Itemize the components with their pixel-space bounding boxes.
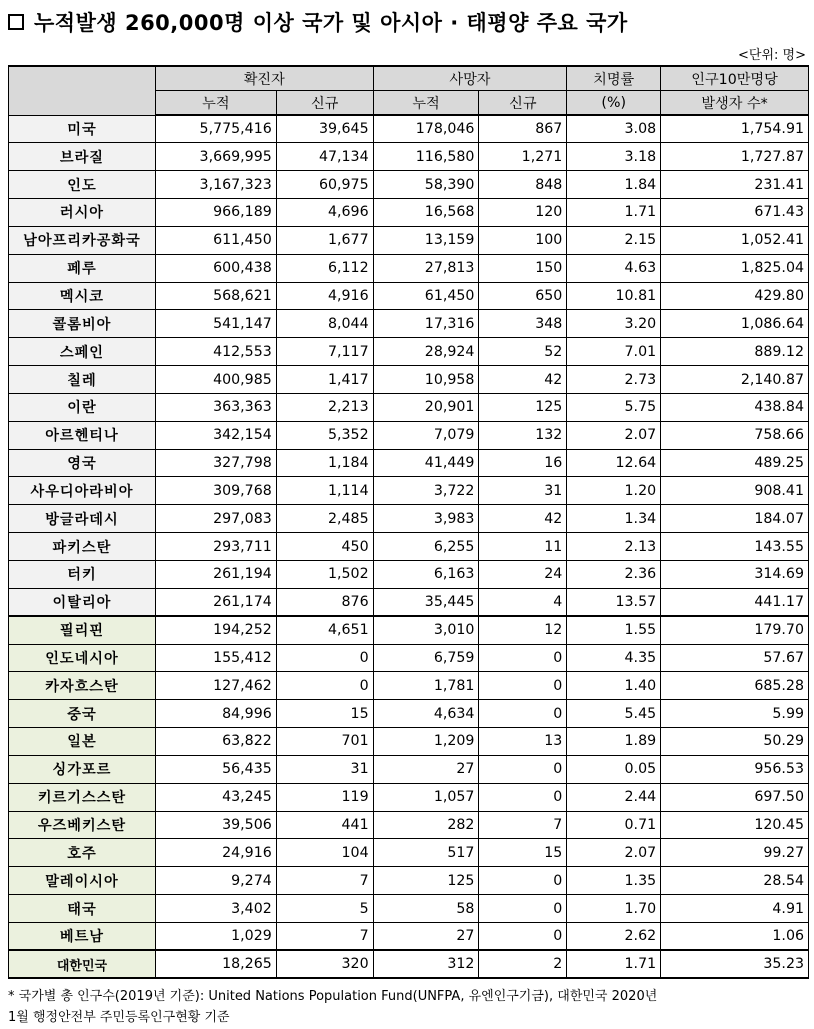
table-row xyxy=(9,282,809,310)
table-row xyxy=(9,199,809,227)
table-row xyxy=(9,839,809,867)
deaths-new: 0 xyxy=(479,895,567,923)
confirmed-new: 6,112 xyxy=(276,254,373,282)
deaths-new: 16 xyxy=(479,449,567,477)
country-name: 멕시코 xyxy=(9,282,156,310)
confirmed-new: 4,696 xyxy=(276,199,373,227)
table-row xyxy=(9,366,809,394)
fatality-rate: 3.20 xyxy=(567,310,661,338)
table-row xyxy=(9,171,809,199)
per100k: 1,754.91 xyxy=(661,115,809,143)
confirmed-cumulative: 84,996 xyxy=(155,700,276,728)
footnote-line2: 1월 행정안전부 주민등록인구현황 기준 xyxy=(8,1010,230,1025)
table-row xyxy=(9,755,809,783)
fatality-rate: 2.07 xyxy=(567,839,661,867)
country-name: 콜롬비아 xyxy=(9,310,156,338)
deaths-cumulative: 10,958 xyxy=(373,366,479,394)
fatality-rate: 5.45 xyxy=(567,700,661,728)
table-row xyxy=(9,254,809,282)
confirmed-new: 104 xyxy=(276,839,373,867)
country-name: 키르기스스탄 xyxy=(9,783,156,811)
country-name: 우즈베키스탄 xyxy=(9,811,156,839)
confirmed-cumulative: 39,506 xyxy=(155,811,276,839)
fatality-rate: 0.71 xyxy=(567,811,661,839)
confirmed-new: 7 xyxy=(276,922,373,950)
per100k: 1,825.04 xyxy=(661,254,809,282)
per100k: 184.07 xyxy=(661,505,809,533)
table-row xyxy=(9,477,809,505)
table-row xyxy=(9,783,809,811)
per100k: 1,052.41 xyxy=(661,226,809,254)
deaths-cumulative: 13,159 xyxy=(373,226,479,254)
confirmed-new: 1,114 xyxy=(276,477,373,505)
deaths-new: 4 xyxy=(479,588,567,616)
deaths-new: 100 xyxy=(479,226,567,254)
header-per100k-line1: 인구10만명당 xyxy=(661,66,809,91)
confirmed-new: 15 xyxy=(276,700,373,728)
confirmed-cumulative: 3,402 xyxy=(155,895,276,923)
fatality-rate: 2.44 xyxy=(567,783,661,811)
per100k: 1,086.64 xyxy=(661,310,809,338)
country-name: 파키스탄 xyxy=(9,533,156,561)
per100k: 697.50 xyxy=(661,783,809,811)
confirmed-cumulative: 18,265 xyxy=(155,950,276,978)
confirmed-new: 60,975 xyxy=(276,171,373,199)
country-name: 사우디아라비아 xyxy=(9,477,156,505)
deaths-new: 13 xyxy=(479,728,567,756)
per100k: 120.45 xyxy=(661,811,809,839)
country-name: 일본 xyxy=(9,728,156,756)
country-name: 터키 xyxy=(9,561,156,589)
deaths-cumulative: 35,445 xyxy=(373,588,479,616)
deaths-new: 52 xyxy=(479,338,567,366)
header-confirmed-cumulative: 누적 xyxy=(155,91,276,116)
deaths-new: 848 xyxy=(479,171,567,199)
table-row xyxy=(9,922,809,950)
per100k: 1,727.87 xyxy=(661,143,809,171)
deaths-cumulative: 517 xyxy=(373,839,479,867)
deaths-cumulative: 1,781 xyxy=(373,672,479,700)
deaths-cumulative: 6,255 xyxy=(373,533,479,561)
confirmed-cumulative: 568,621 xyxy=(155,282,276,310)
confirmed-new: 441 xyxy=(276,811,373,839)
fatality-rate: 2.13 xyxy=(567,533,661,561)
per100k: 671.43 xyxy=(661,199,809,227)
deaths-new: 31 xyxy=(479,477,567,505)
deaths-new: 650 xyxy=(479,282,567,310)
table-row xyxy=(9,310,809,338)
table-row xyxy=(9,505,809,533)
per100k: 143.55 xyxy=(661,533,809,561)
header-country xyxy=(9,66,156,115)
table-row xyxy=(9,700,809,728)
table-row xyxy=(9,588,809,616)
table-row xyxy=(9,672,809,700)
country-name: 러시아 xyxy=(9,199,156,227)
confirmed-cumulative: 63,822 xyxy=(155,728,276,756)
confirmed-new: 47,134 xyxy=(276,143,373,171)
table-row xyxy=(9,143,809,171)
deaths-new: 348 xyxy=(479,310,567,338)
country-name: 태국 xyxy=(9,895,156,923)
table-row xyxy=(9,950,809,978)
deaths-cumulative: 17,316 xyxy=(373,310,479,338)
deaths-cumulative: 282 xyxy=(373,811,479,839)
deaths-cumulative: 27 xyxy=(373,922,479,950)
fatality-rate: 1.34 xyxy=(567,505,661,533)
deaths-cumulative: 28,924 xyxy=(373,338,479,366)
deaths-cumulative: 16,568 xyxy=(373,199,479,227)
fatality-rate: 10.81 xyxy=(567,282,661,310)
country-name: 대한민국 xyxy=(9,950,156,978)
confirmed-new: 39,645 xyxy=(276,115,373,143)
country-name: 칠레 xyxy=(9,366,156,394)
confirmed-cumulative: 5,775,416 xyxy=(155,115,276,143)
deaths-new: 0 xyxy=(479,783,567,811)
confirmed-new: 450 xyxy=(276,533,373,561)
fatality-rate: 1.70 xyxy=(567,895,661,923)
deaths-new: 11 xyxy=(479,533,567,561)
unit-label: <단위: 명> xyxy=(738,48,806,63)
table-row xyxy=(9,728,809,756)
header-deaths-cumulative: 누적 xyxy=(373,91,479,116)
fatality-rate: 1.35 xyxy=(567,867,661,895)
per100k: 4.91 xyxy=(661,895,809,923)
fatality-rate: 1.89 xyxy=(567,728,661,756)
confirmed-cumulative: 127,462 xyxy=(155,672,276,700)
country-name: 페루 xyxy=(9,254,156,282)
per100k: 50.29 xyxy=(661,728,809,756)
confirmed-cumulative: 3,167,323 xyxy=(155,171,276,199)
fatality-rate: 3.18 xyxy=(567,143,661,171)
per100k: 908.41 xyxy=(661,477,809,505)
deaths-new: 0 xyxy=(479,644,567,672)
header-fatality-unit: (%) xyxy=(567,91,661,116)
per100k: 179.70 xyxy=(661,616,809,644)
confirmed-cumulative: 600,438 xyxy=(155,254,276,282)
per100k: 314.69 xyxy=(661,561,809,589)
deaths-new: 15 xyxy=(479,839,567,867)
deaths-cumulative: 20,901 xyxy=(373,393,479,421)
fatality-rate: 1.84 xyxy=(567,171,661,199)
table-row xyxy=(9,449,809,477)
deaths-new: 7 xyxy=(479,811,567,839)
deaths-new: 0 xyxy=(479,672,567,700)
fatality-rate: 5.75 xyxy=(567,393,661,421)
confirmed-cumulative: 261,194 xyxy=(155,561,276,589)
confirmed-new: 5 xyxy=(276,895,373,923)
confirmed-new: 8,044 xyxy=(276,310,373,338)
header-fatality-rate: 치명률 xyxy=(567,66,661,91)
table-row xyxy=(9,115,809,143)
confirmed-new: 5,352 xyxy=(276,421,373,449)
confirmed-cumulative: 194,252 xyxy=(155,616,276,644)
deaths-new: 1,271 xyxy=(479,143,567,171)
per100k: 889.12 xyxy=(661,338,809,366)
fatality-rate: 2.15 xyxy=(567,226,661,254)
deaths-cumulative: 6,163 xyxy=(373,561,479,589)
header-deaths-new: 신규 xyxy=(479,91,567,116)
confirmed-new: 876 xyxy=(276,588,373,616)
confirmed-new: 2,213 xyxy=(276,393,373,421)
country-name: 아르헨티나 xyxy=(9,421,156,449)
table-row xyxy=(9,393,809,421)
deaths-new: 125 xyxy=(479,393,567,421)
country-name: 남아프리카공화국 xyxy=(9,226,156,254)
per100k: 2,140.87 xyxy=(661,366,809,394)
deaths-cumulative: 3,983 xyxy=(373,505,479,533)
per100k: 1.06 xyxy=(661,922,809,950)
confirmed-new: 1,184 xyxy=(276,449,373,477)
fatality-rate: 1.71 xyxy=(567,950,661,978)
confirmed-cumulative: 309,768 xyxy=(155,477,276,505)
fatality-rate: 1.55 xyxy=(567,616,661,644)
per100k: 441.17 xyxy=(661,588,809,616)
per100k: 99.27 xyxy=(661,839,809,867)
table-row xyxy=(9,811,809,839)
per100k: 429.80 xyxy=(661,282,809,310)
deaths-cumulative: 27 xyxy=(373,755,479,783)
fatality-rate: 7.01 xyxy=(567,338,661,366)
checkbox-square-icon xyxy=(8,14,24,30)
deaths-cumulative: 116,580 xyxy=(373,143,479,171)
confirmed-cumulative: 342,154 xyxy=(155,421,276,449)
footnote-line1: * 국가별 총 인구수(2019년 기준): United Nations Population Fund(UNFPA, 유엔인구기금), 대한민국 2020년 xyxy=(8,989,658,1004)
deaths-new: 2 xyxy=(479,950,567,978)
per100k: 758.66 xyxy=(661,421,809,449)
deaths-cumulative: 27,813 xyxy=(373,254,479,282)
deaths-cumulative: 3,722 xyxy=(373,477,479,505)
per100k: 5.99 xyxy=(661,700,809,728)
table-row xyxy=(9,226,809,254)
deaths-new: 0 xyxy=(479,755,567,783)
covid-stats-table xyxy=(8,65,809,979)
country-name: 브라질 xyxy=(9,143,156,171)
confirmed-new: 0 xyxy=(276,672,373,700)
country-name: 호주 xyxy=(9,839,156,867)
table-row xyxy=(9,644,809,672)
deaths-cumulative: 6,759 xyxy=(373,644,479,672)
table-row xyxy=(9,338,809,366)
table-body xyxy=(9,115,809,978)
deaths-cumulative: 41,449 xyxy=(373,449,479,477)
confirmed-cumulative: 541,147 xyxy=(155,310,276,338)
fatality-rate: 1.40 xyxy=(567,672,661,700)
deaths-cumulative: 4,634 xyxy=(373,700,479,728)
header-confirmed: 확진자 xyxy=(155,66,373,91)
deaths-new: 12 xyxy=(479,616,567,644)
table-header xyxy=(9,66,809,115)
header-confirmed-new: 신규 xyxy=(276,91,373,116)
deaths-cumulative: 1,209 xyxy=(373,728,479,756)
deaths-cumulative: 312 xyxy=(373,950,479,978)
deaths-cumulative: 125 xyxy=(373,867,479,895)
country-name: 필리핀 xyxy=(9,616,156,644)
per100k: 28.54 xyxy=(661,867,809,895)
per100k: 956.53 xyxy=(661,755,809,783)
table-row xyxy=(9,616,809,644)
country-name: 카자흐스탄 xyxy=(9,672,156,700)
deaths-cumulative: 61,450 xyxy=(373,282,479,310)
fatality-rate: 1.71 xyxy=(567,199,661,227)
deaths-cumulative: 1,057 xyxy=(373,783,479,811)
confirmed-new: 7 xyxy=(276,867,373,895)
per100k: 57.67 xyxy=(661,644,809,672)
confirmed-cumulative: 1,029 xyxy=(155,922,276,950)
deaths-new: 0 xyxy=(479,922,567,950)
confirmed-cumulative: 966,189 xyxy=(155,199,276,227)
fatality-rate: 2.62 xyxy=(567,922,661,950)
deaths-new: 0 xyxy=(479,867,567,895)
confirmed-new: 701 xyxy=(276,728,373,756)
confirmed-new: 1,417 xyxy=(276,366,373,394)
country-name: 방글라데시 xyxy=(9,505,156,533)
fatality-rate: 4.63 xyxy=(567,254,661,282)
country-name: 말레이시아 xyxy=(9,867,156,895)
fatality-rate: 12.64 xyxy=(567,449,661,477)
footnote xyxy=(8,986,808,1028)
fatality-rate: 3.08 xyxy=(567,115,661,143)
country-name: 중국 xyxy=(9,700,156,728)
per100k: 685.28 xyxy=(661,672,809,700)
confirmed-cumulative: 155,412 xyxy=(155,644,276,672)
deaths-cumulative: 3,010 xyxy=(373,616,479,644)
confirmed-new: 0 xyxy=(276,644,373,672)
deaths-cumulative: 178,046 xyxy=(373,115,479,143)
confirmed-new: 7,117 xyxy=(276,338,373,366)
country-name: 이탈리아 xyxy=(9,588,156,616)
confirmed-cumulative: 24,916 xyxy=(155,839,276,867)
deaths-new: 24 xyxy=(479,561,567,589)
page-title xyxy=(8,6,628,38)
country-name: 미국 xyxy=(9,115,156,143)
country-name: 이란 xyxy=(9,393,156,421)
confirmed-cumulative: 412,553 xyxy=(155,338,276,366)
deaths-new: 867 xyxy=(479,115,567,143)
confirmed-new: 4,916 xyxy=(276,282,373,310)
fatality-rate: 13.57 xyxy=(567,588,661,616)
confirmed-new: 119 xyxy=(276,783,373,811)
deaths-new: 120 xyxy=(479,199,567,227)
per100k: 231.41 xyxy=(661,171,809,199)
country-name: 싱가포르 xyxy=(9,755,156,783)
table-row xyxy=(9,421,809,449)
confirmed-cumulative: 297,083 xyxy=(155,505,276,533)
title-text: 누적발생 260,000명 이상 국가 및 아시아 · 태평양 주요 국가 xyxy=(34,11,628,35)
table-row xyxy=(9,533,809,561)
country-name: 스페인 xyxy=(9,338,156,366)
confirmed-cumulative: 611,450 xyxy=(155,226,276,254)
deaths-cumulative: 7,079 xyxy=(373,421,479,449)
fatality-rate: 2.07 xyxy=(567,421,661,449)
confirmed-cumulative: 293,711 xyxy=(155,533,276,561)
deaths-cumulative: 58,390 xyxy=(373,171,479,199)
confirmed-cumulative: 56,435 xyxy=(155,755,276,783)
confirmed-cumulative: 400,985 xyxy=(155,366,276,394)
fatality-rate: 4.35 xyxy=(567,644,661,672)
confirmed-new: 1,677 xyxy=(276,226,373,254)
country-name: 베트남 xyxy=(9,922,156,950)
table-row xyxy=(9,867,809,895)
confirmed-new: 320 xyxy=(276,950,373,978)
table-row xyxy=(9,561,809,589)
deaths-cumulative: 58 xyxy=(373,895,479,923)
confirmed-cumulative: 261,174 xyxy=(155,588,276,616)
per100k: 489.25 xyxy=(661,449,809,477)
deaths-new: 42 xyxy=(479,366,567,394)
confirmed-cumulative: 363,363 xyxy=(155,393,276,421)
confirmed-new: 1,502 xyxy=(276,561,373,589)
confirmed-cumulative: 327,798 xyxy=(155,449,276,477)
country-name: 인도 xyxy=(9,171,156,199)
fatality-rate: 2.36 xyxy=(567,561,661,589)
confirmed-new: 2,485 xyxy=(276,505,373,533)
confirmed-new: 4,651 xyxy=(276,616,373,644)
deaths-new: 132 xyxy=(479,421,567,449)
deaths-new: 42 xyxy=(479,505,567,533)
fatality-rate: 1.20 xyxy=(567,477,661,505)
fatality-rate: 2.73 xyxy=(567,366,661,394)
country-name: 영국 xyxy=(9,449,156,477)
confirmed-new: 31 xyxy=(276,755,373,783)
header-deaths: 사망자 xyxy=(373,66,567,91)
per100k: 438.84 xyxy=(661,393,809,421)
confirmed-cumulative: 9,274 xyxy=(155,867,276,895)
confirmed-cumulative: 43,245 xyxy=(155,783,276,811)
country-name: 인도네시아 xyxy=(9,644,156,672)
header-per100k-line2: 발생자 수* xyxy=(661,91,809,116)
table-row xyxy=(9,895,809,923)
confirmed-cumulative: 3,669,995 xyxy=(155,143,276,171)
fatality-rate: 0.05 xyxy=(567,755,661,783)
deaths-new: 0 xyxy=(479,700,567,728)
per100k: 35.23 xyxy=(661,950,809,978)
deaths-new: 150 xyxy=(479,254,567,282)
